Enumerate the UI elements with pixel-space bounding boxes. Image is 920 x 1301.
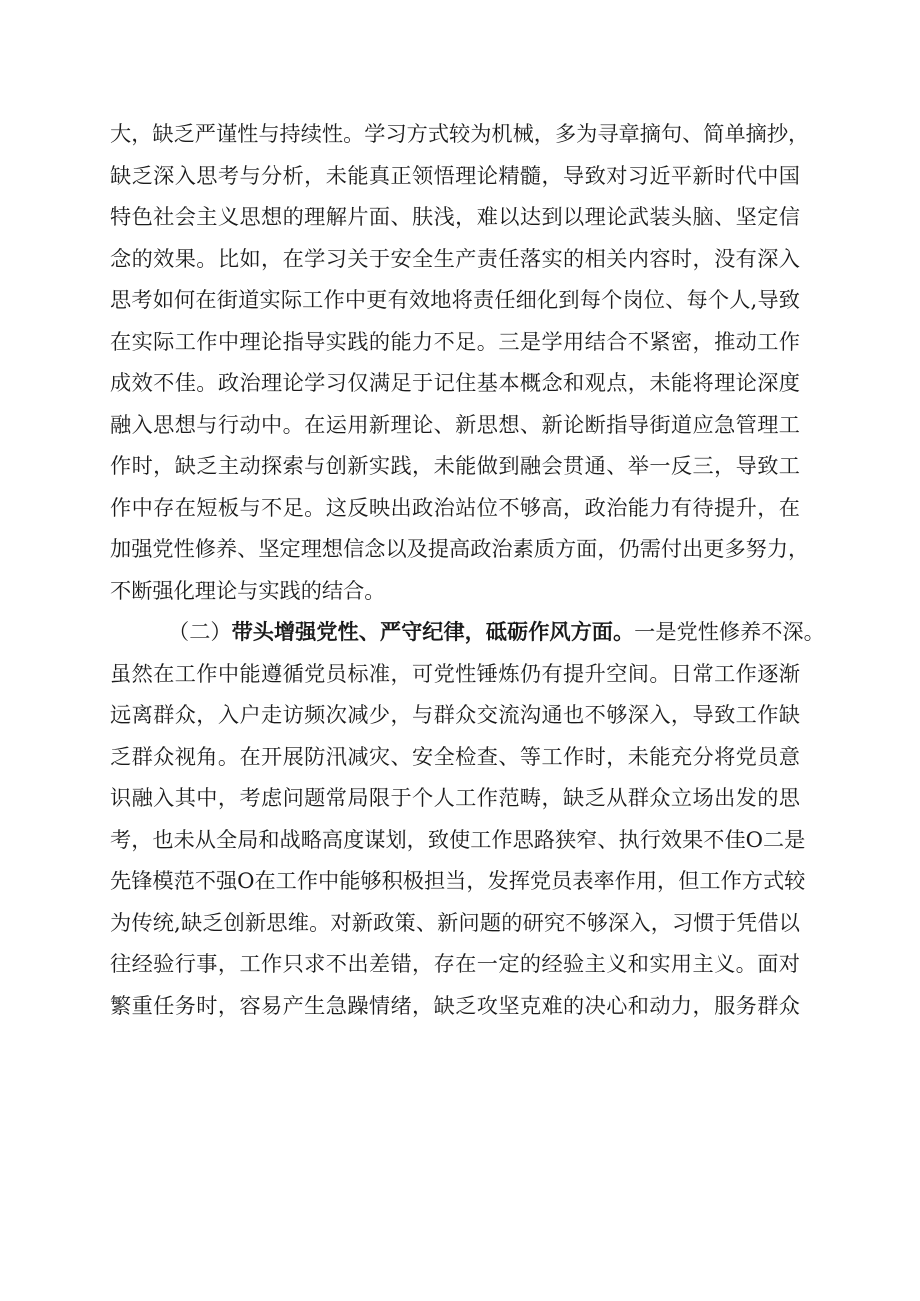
paragraph-1-line: 作中存在短板与不足。这反映出政治站位不够高，政治能力有待提升，在 [110,494,800,520]
paragraph-2-first-line-text: 一是党性修养不深。 [634,619,825,644]
paragraph-1-line: 在实际工作中理论指导实践的能力不足。三是学用结合不紧密，推动工作 [110,328,800,354]
paragraph-2-line: 往经验行事，工作只求不出差错，存在一定的经验主义和实用主义。面对 [110,951,800,976]
paragraph-1-line: 念的效果。比如，在学习关于安全生产责任落实的相关内容时，没有深入 [110,245,800,271]
paragraph-1-line: 缺乏深入思考与分析，未能真正领悟理论精髓，导致对习近平新时代中国 [110,162,800,188]
paragraph-1 [110,113,810,611]
section-number: （二） [168,619,232,644]
paragraph-2-line: 乏群众视角。在开展防汛减灾、安全检查、等工作时，未能充分将党员意 [110,743,800,769]
section-heading: 带头增强党性、严守纪律，砥砺作风方面。 [231,619,635,644]
paragraph-2-line: 为传统,缺乏创新思维。对新政策、新问题的研究不够深入，习惯于凭借以 [110,909,800,935]
paragraph-1-line: 作时，缺乏主动探索与创新实践，未能做到融会贯通、举一反三，导致工 [110,453,800,478]
paragraph-2-line: 考，也未从全局和战略高度谋划，致使工作思路狭窄、执行效果不佳O二是 [110,826,806,852]
paragraph-1-line: 大，缺乏严谨性与持续性。学习方式较为机械，多为寻章摘句、简单摘抄， [110,121,810,146]
paragraph-1-line: 思考如何在街道实际工作中更有效地将责任细化到每个岗位、每个人,导致 [110,287,800,312]
paragraph-2-line: 识融入其中，考虑问题常局限于个人工作范畴，缺乏从群众立场出发的思 [110,785,800,810]
paragraph-2-line: 繁重任务时，容易产生急躁情绪，缺乏攻坚克难的决心和动力，服务群众 [110,992,800,1018]
paragraph-1-line: 成效不佳。政治理论学习仅满足于记住基本概念和观点，未能将理论深度 [110,370,800,395]
paragraph-1-line: 不断强化理论与实践的结合。 [110,577,386,603]
paragraph-1-line: 特色社会主义思想的理解片面、肤浅，难以达到以理论武装头脑、坚定信 [110,204,800,229]
paragraph-1-line: 加强党性修养、坚定理想信念以及提高政治素质方面，仍需付出更多努力， [110,536,810,561]
paragraph-2-first-line [110,611,825,653]
document-body [110,113,825,1026]
paragraph-2-line: 远离群众，入户走访频次减少，与群众交流沟通也不够深入，导致工作缺 [110,702,800,727]
paragraph-1-line: 融入思想与行动中。在运用新理论、新思想、新论断指导街道应急管理工 [110,411,800,437]
paragraph-2 [110,611,825,1026]
paragraph-2-line: 虽然在工作中能遵循党员标准，可党性锤炼仍有提升空间。日常工作逐渐 [110,660,800,686]
paragraph-2-line: 先锋模范不强O在工作中能够积极担当，发挥党员表率作用，但工作方式较 [110,868,806,893]
